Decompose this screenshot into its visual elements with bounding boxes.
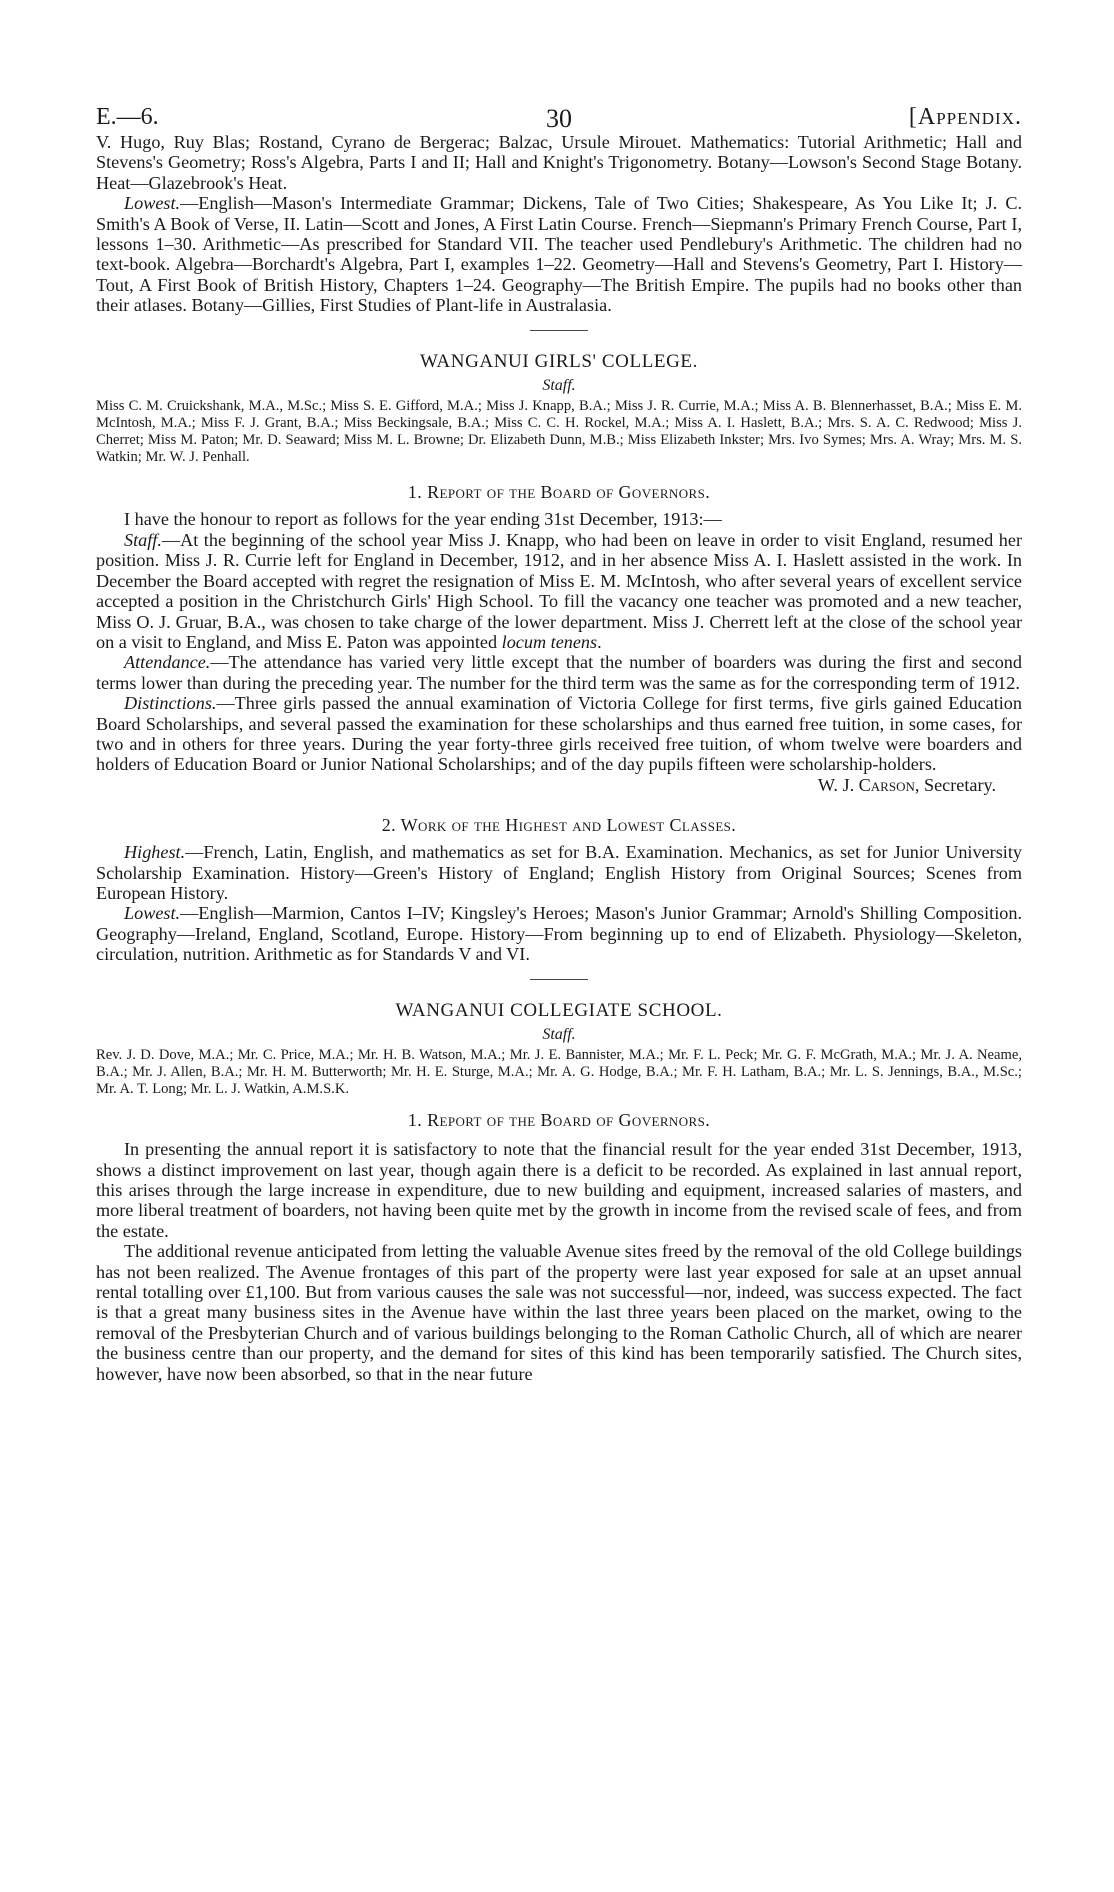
girls-lowest-label: Lowest.	[124, 903, 181, 924]
section-divider-2	[530, 979, 588, 980]
collegiate-paragraph-1: In presenting the annual report it is satisfactory to note that the financial result for the year ended 31st December, 1913, shows a distinct improvement on last year, though again there is a deficit to be recorded. As explained in last annual report, this arises through the large increase in expenditure, due to new building and equipment, increased salaries of masters, and more liberal treatment of boarders, not having been quite met by the growth in income from the revised scale of fees, and from the estate.	[96, 1139, 1022, 1241]
attendance-label: Attendance.	[124, 652, 211, 673]
collegiate-staff-label: Staff.	[542, 1025, 576, 1043]
distinctions-text: —Three girls passed the annual examination of Victoria College for first terms, five girls gained Education Board Scholarships, and several passed the examination for these scholarships and thus earned free tuition, in some cases, for two and in others for three years. During the year forty-three girls received free tuition, of whom twelve were boarders and holders of Education Board or Junior National Scholarships; and of the day pupils fifteen were scholarship-holders.	[96, 693, 1022, 775]
girls-staff-label: Staff.	[542, 376, 576, 394]
page-number: 30	[546, 104, 572, 133]
collegiate-title: WANGANUI COLLEGIATE SCHOOL.	[395, 999, 723, 1021]
staff-text: —At the beginning of the school year Miss J. Knapp, who had been on leave in order to visit England, resumed her position. Miss J. R. Currie left for England in December, 1912, and in her absence Miss A. I. Haslett assisted in the work. In December the Board accepted with regret the resignation of Miss E. M. McIntosh, who after several years of excellent service accepted a position in the Christchurch Girls' High School. To fill the vacancy one teacher was promoted and a new teacher, Miss O. J. Gruar, B.A., was chosen to take charge of the lower department. Miss J. Cherrett left at the close of the school year on a visit to England, and Miss E. Paton was appointed	[96, 529, 1022, 652]
staff-text-end: .	[597, 631, 602, 652]
girls-staff-paragraph	[96, 530, 1022, 652]
collegiate-staff-list: Rev. J. D. Dove, M.A.; Mr. C. Price, M.A.; Mr. H. B. Watson, M.A.; Mr. J. E. Bannister, M.A.; Mr. F. L. Peck; Mr. G. F. McGrath, M.A.; Mr. J. A. Neame, B.A.; Mr. J. Allen, B.A.; Mr. H. M. Butterworth; Mr. H. E. Sturge, M.A.; Mr. A. G. Hodge, B.A.; Mr. F. H. Latham, B.A.; Mr. L. S. Jennings, B.A., M.Sc.; Mr. A. T. Long; Mr. L. J. Watkin, A.M.S.K.	[96, 1046, 1022, 1097]
girls-highest-paragraph	[96, 842, 1022, 903]
attendance-text: —The attendance has varied very little except that the number of boarders was during the first and second terms lower than during the preceding year. The number for the third term was the same as for the corresponding term of 1912.	[96, 652, 1022, 693]
collegiate-report-heading: 1. Report of the Board of Governors.	[407, 1110, 711, 1131]
section-divider	[530, 330, 588, 331]
staff-label: Staff.	[124, 529, 162, 550]
locum-tenens: locum tenens	[501, 631, 598, 652]
girls-staff-list: Miss C. M. Cruickshank, M.A., M.Sc.; Miss S. E. Gifford, M.A.; Miss J. Knapp, B.A.; Miss J. R. Currie, M.A.; Miss A. B. Blennerhasset, B.A.; Miss E. M. McIntosh, M.A.; Miss F. J. Grant, B.A.; Miss Beckingsale, B.A.; Miss C. C. H. Rockel, M.A.; Miss A. I. Haslett, B.A.; Mrs. S. A. C. Redwood; Miss J. Cherret; Miss M. Paton; Mr. D. Seaward; Miss M. L. Browne; Dr. Elizabeth Dunn, M.B.; Miss Elizabeth Inkster; Mrs. Ivo Symes; Mrs. A. Wray; Mrs. M. S. Watkin; Mr. W. J. Penhall.	[96, 397, 1022, 466]
girls-lowest-paragraph	[96, 903, 1022, 964]
girls-distinctions-paragraph	[96, 693, 1022, 775]
girls-work-heading: 2. Work of the Highest and Lowest Classes.	[381, 815, 737, 836]
highest-text: —French, Latin, English, and mathematics as set for B.A. Examination. Mechanics, as set for Junior University Scholarship Examination. History—Green's History of England; English History from Original Sources; Scenes from European History.	[96, 842, 1022, 903]
signature-title: , Secretary.	[914, 774, 996, 795]
girls-lowest-text: —English—Marmion, Cantos I–IV; Kingsley's Heroes; Mason's Junior Grammar; Arnold's Shilling Composition. Geography—Ireland, England, Scotland, Europe. History—From beginning up to end of Elizabeth. Physiology—Skeleton, circulation, nutrition. Arithmetic as for Standards V and VI.	[96, 903, 1022, 965]
lowest-label: Lowest.	[124, 193, 181, 214]
girls-report-heading: 1. Report of the Board of Governors.	[407, 482, 711, 503]
highest-label: Highest.	[124, 842, 186, 863]
intro-paragraph-lowest	[96, 193, 1022, 315]
page-header	[96, 98, 1022, 132]
appendix-label: [Appendix.	[908, 104, 1022, 130]
girls-report-intro: I have the honour to report as follows for the year ending 31st December, 1913:—	[124, 509, 722, 530]
document-code: E.—6.	[96, 104, 159, 130]
collegiate-paragraph-2: The additional revenue anticipated from letting the valuable Avenue sites freed by the removal of the old College buildings has not been realized. The Avenue frontages of this part of the property were last year exposed for sale at an upset annual rental totalling over £1,100. But from various causes the sale was not successful—nor, indeed, was success expected. The fact is that a great many business sites in the Avenue have within the last three years been placed on the market, owing to the removal of the Presbyterian Church and of various buildings belonging to the Roman Catholic Church, all of which are nearer the business centre than our property, and the demand for sites of this kind has been temporarily satisfied. The Church sites, however, have now been absorbed, so that in the near future	[96, 1241, 1022, 1384]
lowest-text: —English—Mason's Intermediate Grammar; Dickens, Tale of Two Cities; Shakespeare, As You Like It; J. C. Smith's A Book of Verse, II. Latin—Scott and Jones, A First Latin Course. French—Siepmann's Primary French Course, Part I, lessons 1–30. Arithmetic—As prescribed for Standard VII. The teacher used Pendlebury's Arithmetic. The children had no text-book. Algebra—Borchardt's Algebra, Part I, examples 1–22. Geometry—Hall and Stevens's Geometry, Part I. History—Tout, A First Book of British History, Chapters 1–24. Geography—The British Empire. The pupils had no books other than their atlases. Botany—Gillies, First Studies of Plant-life in Australasia.	[96, 193, 1022, 316]
girls-college-title: WANGANUI GIRLS' COLLEGE.	[420, 350, 698, 372]
distinctions-label: Distinctions.	[124, 693, 217, 714]
girls-attendance-paragraph	[96, 652, 1022, 693]
secretary-signature	[96, 775, 1022, 795]
intro-paragraph-1: V. Hugo, Ruy Blas; Rostand, Cyrano de Bergerac; Balzac, Ursule Mirouet. Mathematics: Tutorial Arithmetic; Hall and Stevens's Geometry; Ross's Algebra, Parts I and II; Hall and Knight's Trigonometry. Botany—Lowson's Second Stage Botany. Heat—Glazebrook's Heat.	[96, 132, 1022, 193]
signature-name: W. J. Carson	[817, 774, 915, 795]
